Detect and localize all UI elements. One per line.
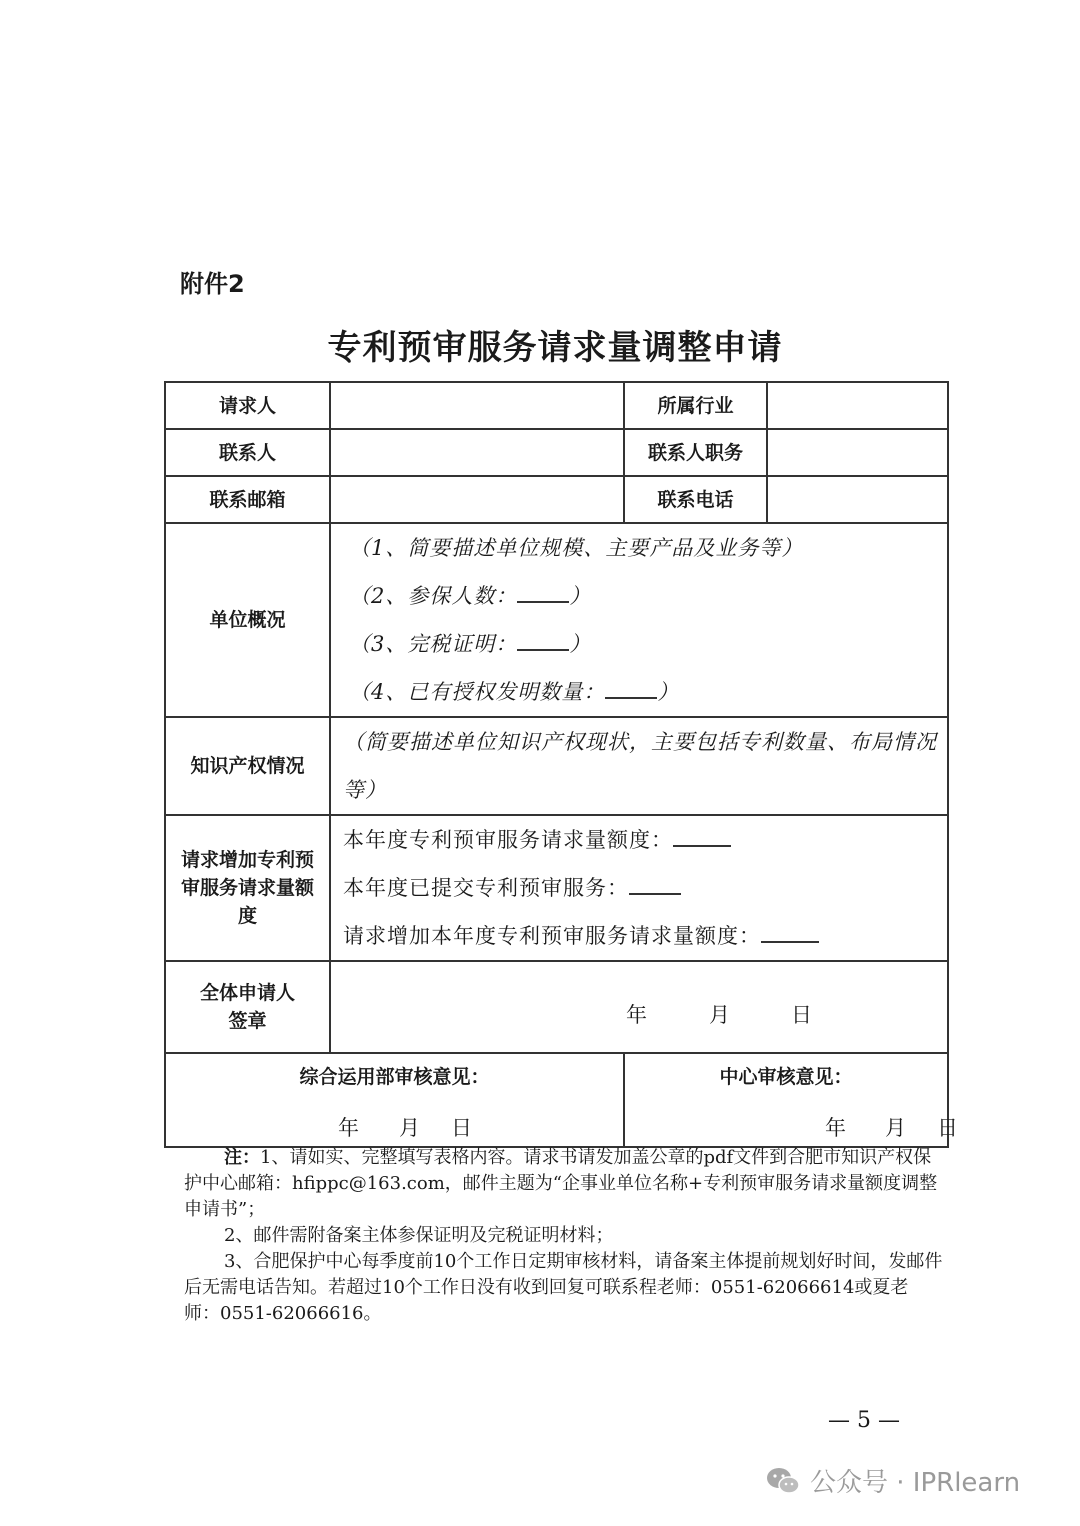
contact-field[interactable]: [330, 429, 624, 476]
email-label: 联系邮箱: [165, 476, 330, 523]
watermark: [766, 1462, 1020, 1499]
signature-label: 全体申请人 签章: [165, 961, 330, 1053]
phone-field[interactable]: [767, 476, 948, 523]
applicant-label: 请求人: [165, 382, 330, 429]
quota-field[interactable]: [330, 815, 948, 961]
watermark-text: 公众号 · IPRlearn: [810, 1468, 1021, 1498]
attachment-label: 附件2: [180, 270, 245, 298]
ip-label: 知识产权情况: [165, 717, 330, 815]
email-field[interactable]: [330, 476, 624, 523]
overview-line-2: （2、参保人数： ）: [349, 572, 947, 620]
signature-day: 日: [791, 1003, 813, 1027]
note-item-1: 注：1、请如实、完整填写表格内容。请求书请发加盖公章的pdf文件到合肥市知识产权保护中心邮箱：hfippc@163.com，邮件主题为“企事业单位名称+专利预审服务请求量额度调整申请书”；: [184, 1147, 938, 1220]
notes-section: [184, 1145, 944, 1327]
note-item-2: 2、邮件需附备案主体参保证明及完税证明材料；: [224, 1225, 614, 1246]
overview-line-3: （3、完税证明： ）: [349, 620, 947, 668]
unit-overview-label: 单位概况: [165, 523, 330, 717]
overview-line-4: （4、已有授权发明数量： ）: [349, 668, 947, 716]
signature-month: 月: [709, 1003, 731, 1027]
dept-review-day: 日: [451, 1116, 472, 1140]
center-review-day: 日: [937, 1116, 958, 1140]
dept-review-month: 月: [399, 1116, 420, 1140]
signature-field[interactable]: [330, 961, 948, 1053]
center-review-month: 月: [885, 1116, 906, 1140]
industry-field[interactable]: [767, 382, 948, 429]
quota-line-1: 本年度专利预审服务请求量额度：: [343, 816, 947, 864]
ip-field[interactable]: （简要描述单位知识产权现状，主要包括专利数量、布局情况等）: [330, 717, 948, 815]
quota-line-3: 请求增加本年度专利预审服务请求量额度：: [343, 912, 947, 960]
application-form: [164, 381, 958, 1148]
contact-title-label: 联系人职务: [624, 429, 767, 476]
page-number: — 5 —: [828, 1408, 900, 1433]
quota-line-2: 本年度已提交专利预审服务：: [343, 864, 947, 912]
dept-review-cell[interactable]: [165, 1053, 624, 1147]
dept-review-year: 年: [338, 1116, 359, 1140]
contact-label: 联系人: [165, 429, 330, 476]
document-title: 专利预审服务请求量调整申请: [327, 328, 783, 368]
overview-line-1: （1、简要描述单位规模、主要产品及业务等）: [349, 536, 804, 560]
phone-label: 联系电话: [624, 476, 767, 523]
quota-label: 请求增加专利预审服务请求量额度: [165, 815, 330, 961]
signature-year: 年: [626, 1003, 648, 1027]
contact-title-field[interactable]: [767, 429, 948, 476]
center-review-year: 年: [825, 1116, 846, 1140]
center-review-cell[interactable]: [624, 1053, 958, 1147]
note-item-3: 3、合肥保护中心每季度前10个工作日定期审核材料，请备案主体提前规划好时间，发邮件后无需电话告知。若超过10个工作日没有收到回复可联系程老师：0551-62066614或夏老师：0551-62066616。: [184, 1251, 943, 1324]
dept-review-label: 综合运用部审核意见：: [299, 1066, 490, 1088]
unit-overview-field[interactable]: [330, 523, 948, 717]
center-review-label: 中心审核意见：: [719, 1066, 853, 1088]
applicant-field[interactable]: [330, 382, 624, 429]
industry-label: 所属行业: [624, 382, 767, 429]
wechat-icon: [766, 1466, 800, 1496]
